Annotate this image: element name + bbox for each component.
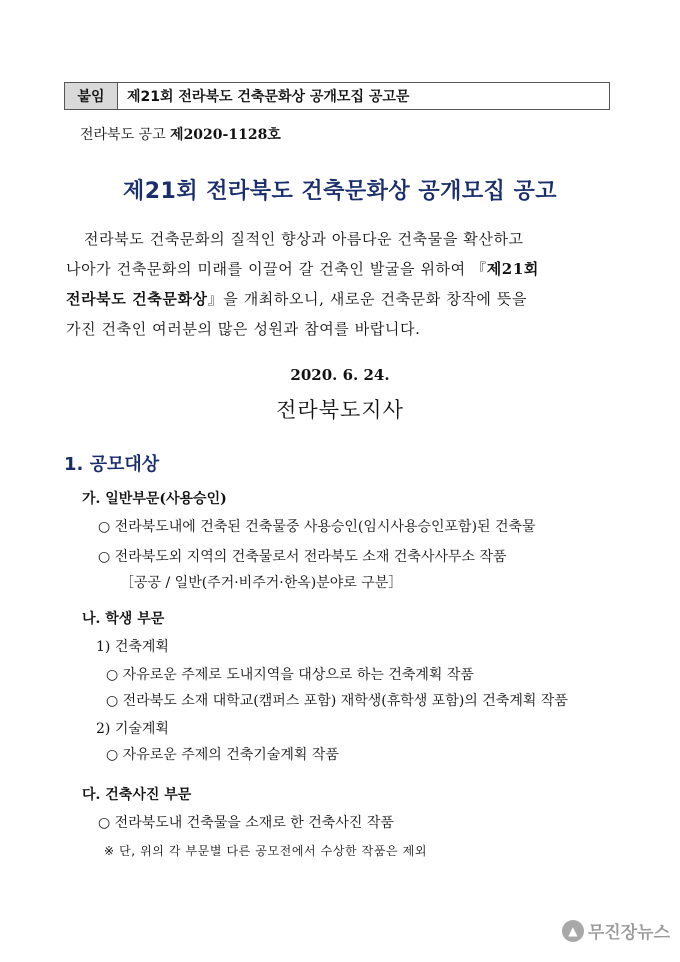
category-photo-label: 다. 건축사진 부문	[82, 787, 192, 803]
list-item: ○ 자유로운 주제의 건축기술계획 작품	[106, 747, 339, 763]
watermark	[562, 918, 670, 943]
category-general-label: 가. 일반부문(사용승인)	[82, 491, 227, 507]
announcement-number	[80, 124, 281, 144]
intro-line-4: 가진 건축인 여러분의 많은 성원과 참여를 바랍니다.	[66, 320, 421, 338]
announcement-prefix: 전라북도 공고	[80, 127, 171, 143]
list-item: ○ 자유로운 주제로 도내지역을 대상으로 하는 건축계획 작품	[106, 667, 474, 683]
intro-line-2	[66, 258, 618, 279]
student-sub2-label: 2) 기술계획	[96, 721, 169, 737]
section-heading: 1. 공모대상	[64, 454, 160, 475]
exclusion-note: ※ 단, 위의 각 부문별 다른 공모전에서 수상한 작품은 제외	[104, 844, 428, 858]
intro-line-2-text: 나아가 건축문화의 미래를 이끌어 갈 건축인 발굴을 위하여 『	[66, 260, 487, 278]
intro-line-3-bold: 전라북도 건축문화상	[66, 290, 208, 308]
category-general-note: ［공공 / 일반(주거·비주거·한옥)분야로 구분］	[120, 575, 403, 591]
intro-line-3-text: 』을 개최하오니, 새로운 건축문화 창작에 뜻을	[207, 290, 528, 308]
page-title: 제21회 전라북도 건축문화상 공개모집 공고	[122, 179, 558, 204]
announcement-date: 2020. 6. 24.	[290, 366, 390, 384]
intro-line-3	[66, 288, 618, 309]
list-item: ○ 전라북도내에 건축된 건축물중 사용승인(임시사용승인포함)된 건축물	[98, 519, 536, 535]
category-student-label: 나. 학생 부문	[82, 611, 165, 627]
attachment-tag: 붙임	[65, 83, 118, 109]
announcement-code: 제2020-1128호	[170, 127, 281, 143]
watermark-text: 무진장뉴스	[587, 923, 670, 943]
attachment-title: 제21회 전라북도 건축문화상 공개모집 공고문	[127, 89, 410, 105]
intro-line-1: 전라북도 건축문화의 질적인 향상과 아름다운 건축물을 확산하고	[84, 230, 524, 248]
attachment-header	[64, 82, 610, 110]
student-sub1-label: 1) 건축계획	[96, 639, 169, 655]
intro-line-2-bold: 제21회	[486, 260, 539, 278]
mountain-logo-icon: ▲	[562, 920, 584, 942]
list-item: ○ 전라북도 소재 대학교(캠퍼스 포함) 재학생(휴학생 포함)의 건축계획 작품	[106, 693, 568, 709]
list-item: ○ 전라북도외 지역의 건축물로서 전라북도 소재 건축사사무소 작품	[98, 549, 507, 565]
issuing-organization: 전라북도지사	[276, 398, 404, 422]
list-item: ○ 전라북도내 건축물을 소재로 한 건축사진 작품	[98, 815, 394, 831]
